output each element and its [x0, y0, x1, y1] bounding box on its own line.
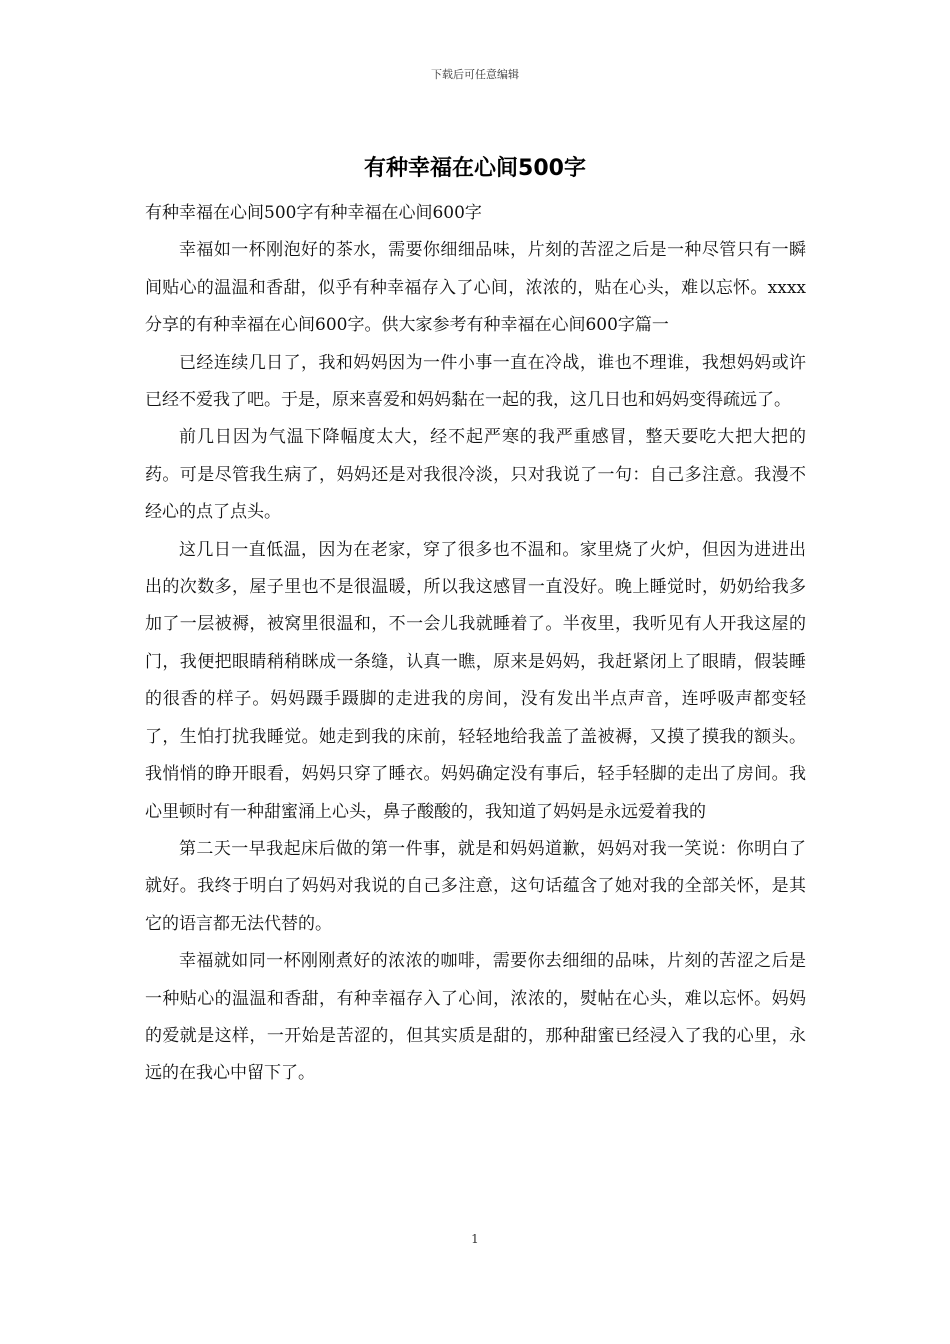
subtitle-line: 有种幸福在心间500字有种幸福在心间600字 [145, 203, 482, 223]
paragraph-4: 这几日一直低温，因为在老家，穿了很多也不温和。家里烧了火炉，但因为进进出出的次数多，屋子里也不是很温暖，所以我这感冒一直没好。晚上睡觉时，奶奶给我多加了一层被褥，被窝里很温和，不一会儿我就睡着了。半夜里，我听见有人开我这屋的门，我便把眼睛稍稍眯成一条缝，认真一瞧，原来是妈妈，我赶紧闭上了眼睛，假装睡的很香的样子。妈妈蹑手蹑脚的走进我的房间，没有发出半点声音，连呼吸声都变轻了，生怕打扰我睡觉。她走到我的床前，轻轻地给我盖了盖被褥，又摸了摸我的额头。我悄悄的睁开眼看，妈妈只穿了睡衣。妈妈确定没有事后，轻手轻脚的走出了房间。我心里顿时有一种甜蜜涌上心头，鼻子酸酸的，我知道了妈妈是永远爱着我的 [145, 539, 806, 822]
document-body [145, 195, 806, 1093]
paragraph-1: 幸福如一杯刚泡好的茶水，需要你细细品味，片刻的苦涩之后是一种尽管只有一瞬间贴心的温温和香甜，似乎有种幸福存入了心间，浓浓的，贴在心头，难以忘怀。xxxx分享的有种幸福在心间600字。供大家参考有种幸福在心间600字篇一 [145, 240, 806, 336]
paragraph-6: 幸福就如同一杯刚刚煮好的浓浓的咖啡，需要你去细细的品味，片刻的苦涩之后是一种贴心的温温和香甜，有种幸福存入了心间，浓浓的，熨帖在心头，难以忘怀。妈妈的爱就是这样，一开始是苦涩的，但其实质是甜的，那种甜蜜已经浸入了我的心里，永远的在我心中留下了。 [145, 951, 806, 1084]
paragraph-2: 已经连续几日了，我和妈妈因为一件小事一直在冷战，谁也不理谁，我想妈妈或许已经不爱我了吧。于是，原来喜爱和妈妈黏在一起的我，这几日也和妈妈变得疏远了。 [145, 352, 806, 411]
page-number: 1 [471, 1232, 479, 1246]
document-title: 有种幸福在心间500字 [364, 156, 586, 181]
paragraph-3: 前几日因为气温下降幅度太大，经不起严寒的我严重感冒，整天要吃大把大把的药。可是尽管我生病了，妈妈还是对我很冷淡，只对我说了一句：自己多注意。我漫不经心的点了点头。 [145, 427, 806, 523]
header-note: 下载后可任意编辑 [431, 68, 519, 81]
paragraph-5: 第二天一早我起床后做的第一件事，就是和妈妈道歉，妈妈对我一笑说：你明白了就好。我终于明白了妈妈对我说的自己多注意，这句话蕴含了她对我的全部关怀，是其它的语言都无法代替的。 [145, 838, 806, 934]
